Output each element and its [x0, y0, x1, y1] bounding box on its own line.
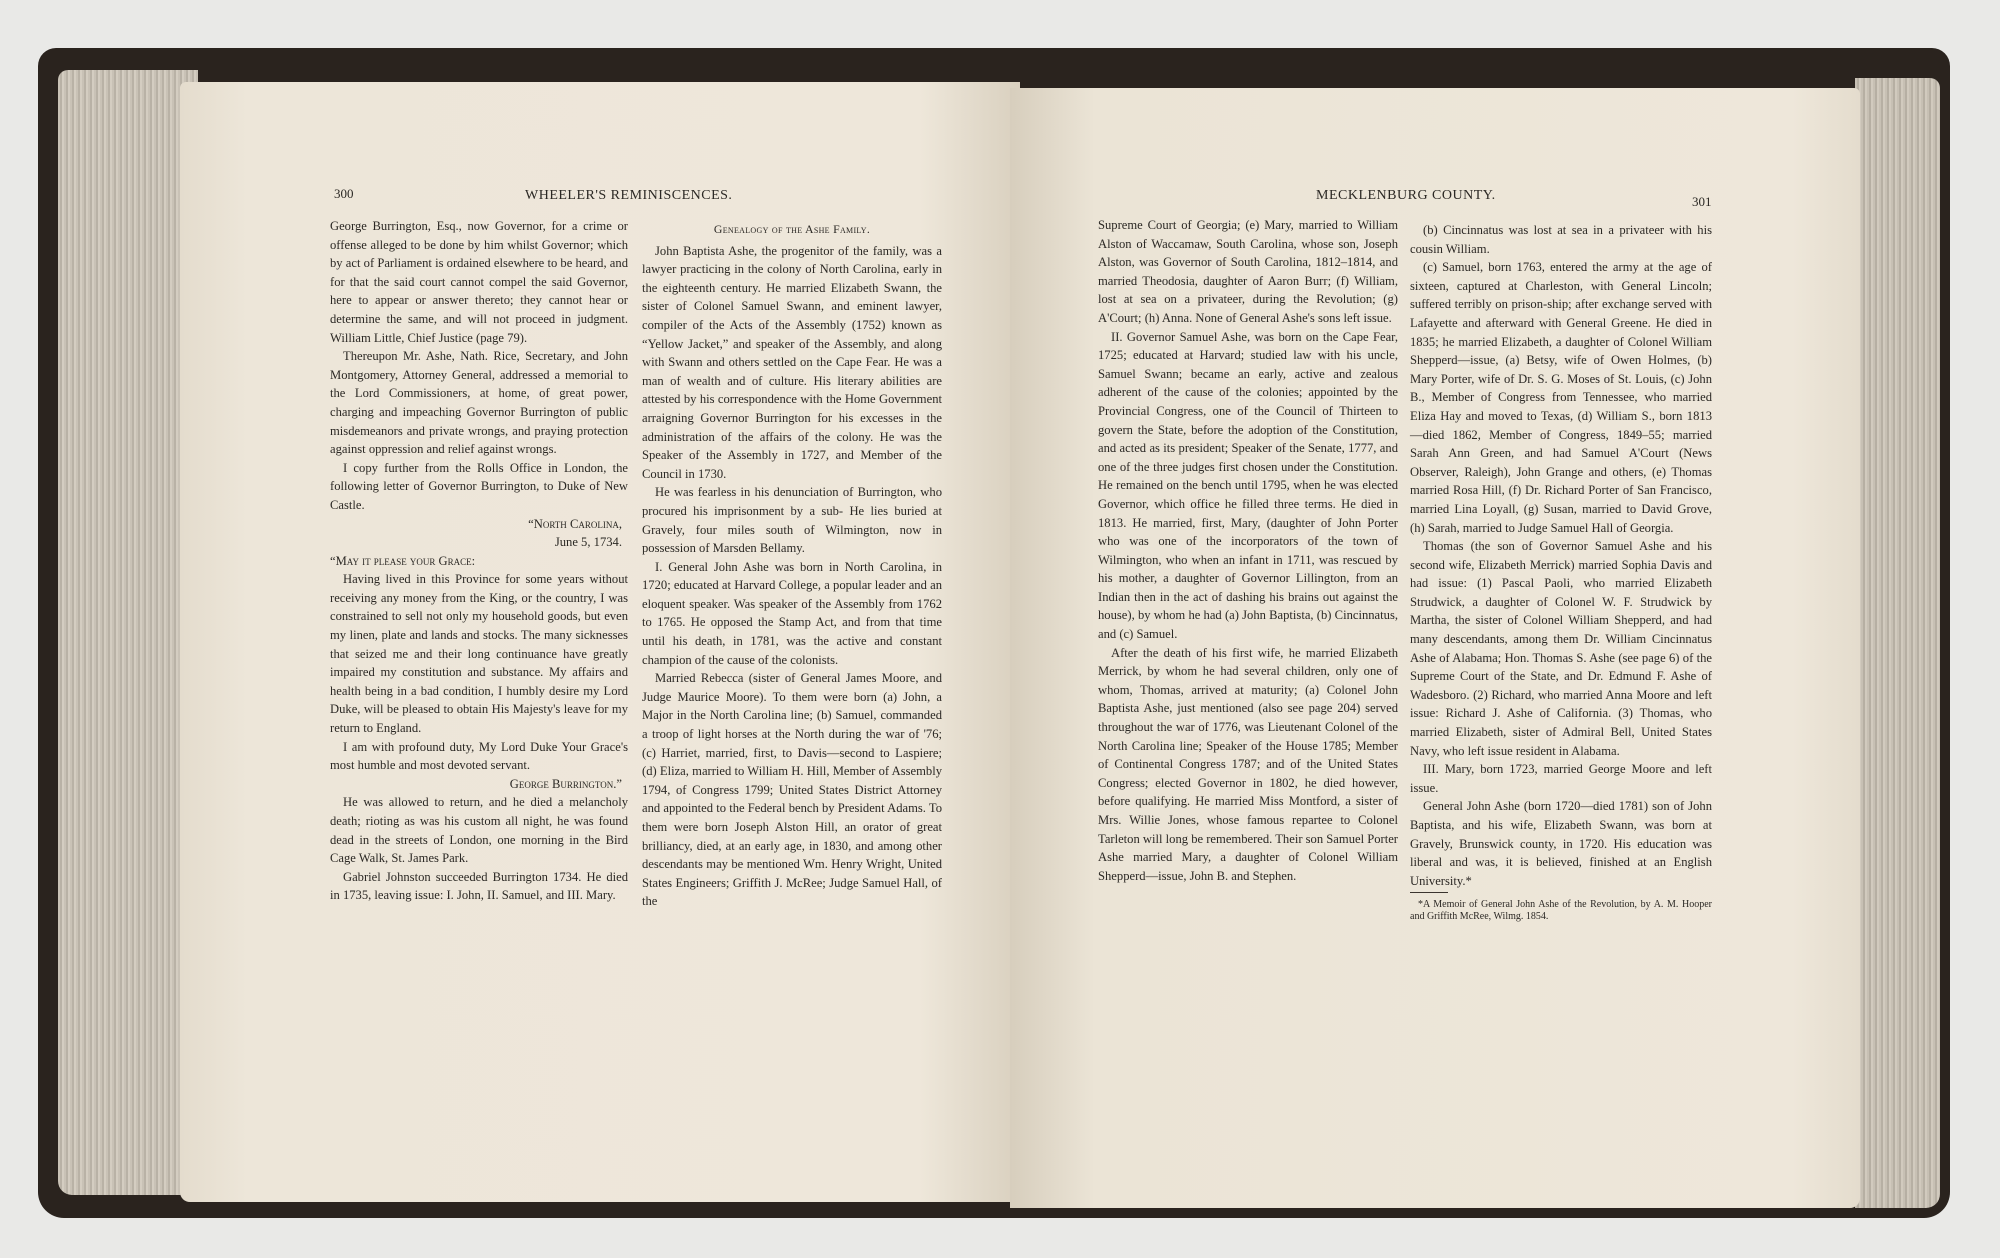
paragraph: John Baptista Ashe, the progenitor of the family, was a lawyer practicing in the colony of North Carolina, early in the eighteenth century. He married Elizabeth Swann, the sister of Colonel Samuel Swann, and eminent lawyer, compiler of the Acts of the Assembly (1752) known as “Yellow Jacket,” and speaker of the Assembly, and along with Swann and others settled on the Cape Fear. He was a man of wealth and of culture. His literary abilities are attested by his correspondence with the Home Government arraigning Governor Burrington for his excesses in the administration of the affairs of the colony. He was the Speaker of the Assembly in 1727, and Member of the Council in 1730.	[642, 243, 942, 481]
left-page-edges	[58, 70, 198, 1195]
paragraph: I. General John Ashe was born in North Carolina, in 1720; educated at Harvard College, a popular leader and an eloquent speaker. Was speaker of the Assembly from 1762 to 1765. He opposed the Stamp Act, and from that time until his death, in 1781, was the active and constant champion of the cause of the colonists.	[642, 559, 942, 667]
paragraph: He was allowed to return, and he died a melancholy death; rioting as was his custom all night, he was found dead in the streets of London, one morning in the Bird Cage Walk, St. James Park.	[330, 795, 628, 866]
right-page-number: 301	[1692, 194, 1712, 209]
letter-salutation: “May it please your Grace:	[330, 553, 476, 568]
paragraph: Having lived in this Province for some years without receiving any money from the King, or the country, I was constrained to sell not only my household goods, but even my linen, plate and lands and stocks. The many sicknesses that seized me and their long continuance have greatly impaired my constitution and substance. My affairs and health being in a bad condition, I humbly desire my Lord Duke, will be pleased to obtain His Majesty's leave for my return to England.	[330, 572, 628, 736]
footnote: *A Memoir of General John Ashe of the Revolution, by A. M. Hooper and Griffith McRee, Wilmg. 1854.	[1410, 899, 1712, 923]
left-running-head: WHEELER'S REMINISCENCES.	[525, 188, 733, 203]
paragraph: George Burrington, Esq., now Governor, for a crime or offense alleged to be done by him whilst Governor; which by act of Parliament is ordained elsewhere to be heard, and for that the said court cannot compel the said Governor, here to appear or answer thereto; they cannot hear or determine the same, and will not proceed in judgment. William Little, Chief Justice (page 79).	[330, 219, 628, 345]
paragraph: Thereupon Mr. Ashe, Nath. Rice, Secretary, and John Montgomery, Attorney General, addressed a memorial to the Lord Commissioners, at home, of great power, charging and impeaching Governor Burrington of public misdemeanors and private wrongs, and praying protection against oppression and relief against wrongs.	[330, 349, 628, 457]
letter-place: “North Carolina,	[528, 516, 622, 531]
left-page-number: 300	[334, 186, 354, 201]
right-running-head: MECKLENBURG COUNTY.	[1316, 188, 1496, 203]
left-page-column-1	[330, 217, 628, 905]
right-page-column-2	[1410, 221, 1712, 923]
paragraph: I copy further from the Rolls Office in London, the following letter of Governor Burrington, to Duke of New Castle.	[330, 460, 628, 512]
right-page-edges	[1855, 78, 1940, 1208]
paragraph: (c) Samuel, born 1763, entered the army at the age of sixteen, captured at Charleston, with General Lincoln; suffered terribly on prison-ship; after exchange served with Lafayette and afterward with General Greene. He died in 1835; he married Elizabeth, a daughter of Colonel William Shepperd—issue, (a) Betsy, wife of Owen Holmes, (b) Mary Porter, wife of Dr. S. G. Moses of St. Louis, (c) John B., Member of Congress from Tennessee, who married Eliza Hay and moved to Texas, (d) William S., born 1813—died 1862, Member of Congress, 1849–55; married Sarah Ann Green, and had Samuel A'Court (News Observer, Raleigh), John Grange and others, (e) Thomas married Rosa Hill, (f) Dr. Richard Porter of San Francisco, married Lina Loyall, (g) Susan, married to David Grove, (h) Sarah, married to Judge Samuel Hall of Georgia.	[1410, 260, 1712, 535]
paragraph: (b) Cincinnatus was lost at sea in a privateer with his cousin William.	[1410, 223, 1712, 256]
footnote-rule	[1410, 892, 1448, 893]
right-page	[1010, 88, 1860, 1208]
left-page	[180, 82, 1020, 1202]
letter-date: June 5, 1734.	[554, 535, 622, 550]
left-page-column-2	[642, 220, 942, 911]
paragraph: He was fearless in his denunciation of Burrington, who procured his imprisonment by a sub- He lies buried at Gravely, four miles south of Wilmington, now in possession of Marsden Bellamy.	[642, 485, 942, 556]
paragraph: Married Rebecca (sister of General James Moore, and Judge Maurice Moore). To them were born (a) John, a Major in the North Carolina line; (b) Samuel, commanded a troop of light horses at the North during the war of '76; (c) Harriet, married, first, to Davis—second to Laspiere; (d) Eliza, married to William H. Hill, Member of Assembly 1794, of Congress 1799; United States District Attorney and appointed to the Federal bench by President Adams. To them were born Joseph Alston Hill, an orator of great brilliancy, died, at an early age, in 1830, and among other descendants may be mentioned Wm. Henry Wright, United States Engineers; Griffith J. McRee; Judge Samuel Hall, of the	[642, 671, 942, 909]
letter-signature: George Burrington.”	[509, 776, 622, 791]
paragraph: Gabriel Johnston succeeded Burrington 1734. He died in 1735, leaving issue: I. John, II. Samuel, and III. Mary.	[330, 869, 628, 903]
paragraph: Supreme Court of Georgia; (e) Mary, married to William Alston of Waccamaw, South Carolina, whose son, Joseph Alston, was Governor of South Carolina, 1812–1814, and married Theodosia, daughter of Aaron Burr; (f) William, lost at sea on a privateer, during the Revolution; (g) A'Court; (h) Anna. None of General Ashe's sons left issue.	[1098, 218, 1398, 325]
section-heading: Genealogy of the Ashe Family.	[713, 222, 871, 236]
paragraph: II. Governor Samuel Ashe, was born on the Cape Fear, 1725; educated at Harvard; studied law with his uncle, Samuel Swann; became an early, active and zealous adherent of the cause of the colonies; appointed by the Provincial Congress, one of the Council of Thirteen to govern the State, before the adoption of the Constitution, and acted as its president; Speaker of the Senate, 1777, and one of the three judges first chosen under the Constitution. He remained on the bench until 1795, when he was elected Governor, which office he filled three terms. He died in 1813. He married, first, Mary, (daughter of John Porter who was one of the incorporators of the town of Wilmington, who when an infant in 1711, was rescued by his mother, a daughter of Governor Lillington, from an Indian then in the act of dashing his brains out against the house), by whom he had (a) John Baptista, (b) Cincinnatus, and (c) Samuel.	[1098, 329, 1398, 642]
paragraph: I am with profound duty, My Lord Duke Your Grace's most humble and most devoted servant.	[330, 739, 628, 773]
paragraph: III. Mary, born 1723, married George Moore and left issue.	[1410, 762, 1712, 795]
right-page-column-1	[1098, 216, 1398, 885]
paragraph: Thomas (the son of Governor Samuel Ashe and his second wife, Elizabeth Merrick) married Sophia Davis and had issue: (1) Pascal Paoli, who married Elizabeth Strudwick, a daughter of Colonel W. F. Strudwick by Martha, the sister of Colonel William Shepperd, and had many descendants, among them Dr. William Cincinnatus Ashe of Alabama; Hon. Thomas S. Ashe (see page 6) of the Supreme Court of the State, and Dr. Edmund F. Ashe of Wadesboro. (2) Richard, who married Anna Moore and left issue: Richard J. Ashe of California. (3) Thomas, who married Elizabeth, sister of Admiral Bell, United States Navy, who left issue resident in Alabama.	[1410, 539, 1712, 758]
paragraph: After the death of his first wife, he married Elizabeth Merrick, by whom he had several children, only one of whom, Thomas, arrived at maturity; (a) Colonel John Baptista Ashe, just mentioned (also see page 204) served throughout the war of 1776, was Lieutenant Colonel of the North Carolina line; Speaker of the House 1785; Member of Continental Congress 1787; and of the United States Congress; elected Governor in 1802, he died however, before qualifying. He married Miss Montford, a sister of Mrs. Willie Jones, whose famous repartee to Colonel Tarleton will long be remembered. Their son Samuel Porter Ashe married Mary, a daughter of Colonel William Shepperd—issue, John B. and Stephen.	[1098, 645, 1399, 883]
paragraph: General John Ashe (born 1720—died 1781) son of John Baptista, and his wife, Elizabeth Swann, was born at Gravely, Brunswick county, in 1720. His education was liberal and was, it is believed, finished at an English University.*	[1410, 799, 1712, 888]
